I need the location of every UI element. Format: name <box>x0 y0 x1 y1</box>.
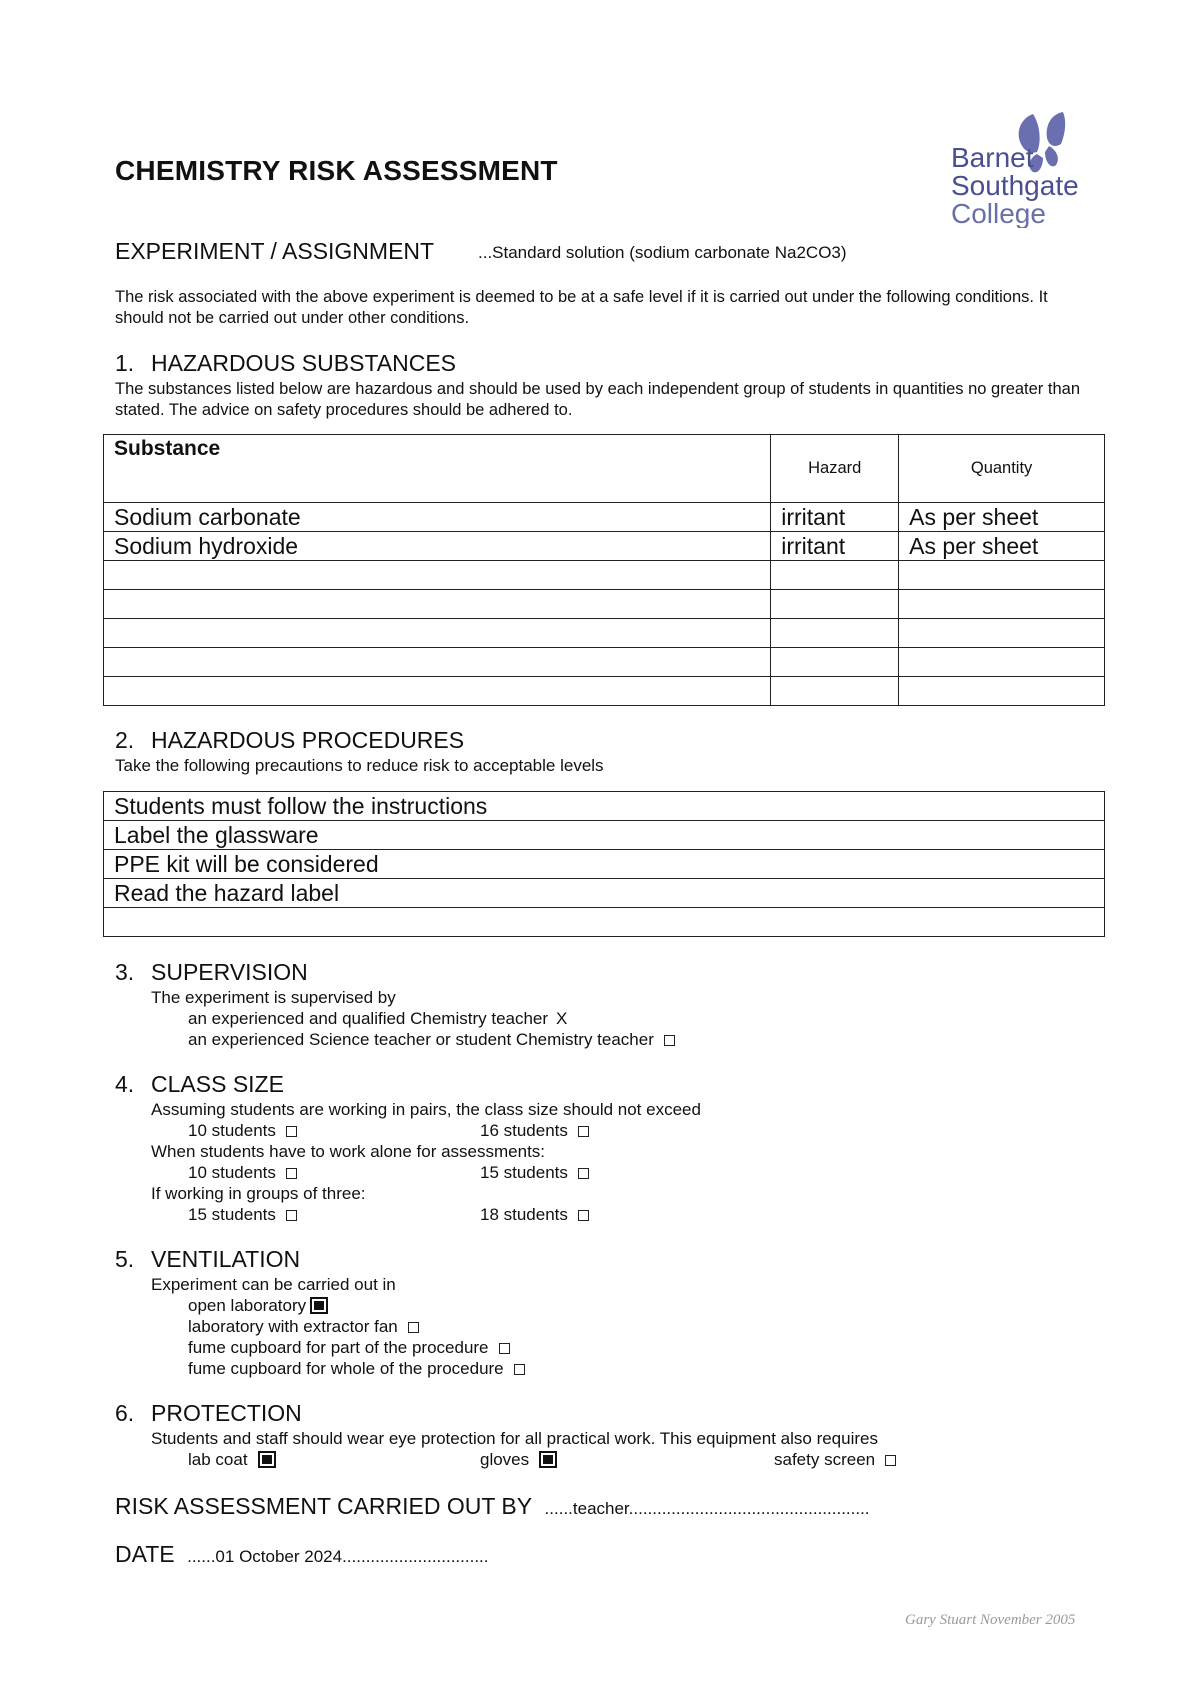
ventilation-option-4-label: fume cupboard for whole of the procedure <box>188 1359 504 1378</box>
section-5-number: 5. <box>115 1246 135 1272</box>
alone-option-b-checkbox[interactable] <box>578 1168 589 1179</box>
section-1-description: The substances listed below are hazardous and should be used by each independent group of students in quantities no greater than stated. The advice on safety procedures should be adhered to. <box>115 380 1081 419</box>
substance-cell <box>104 648 771 677</box>
hazard-cell: irritant <box>771 532 899 561</box>
substance-cell: Sodium hydroxide <box>104 532 771 561</box>
logo-line-3: College <box>951 198 1046 228</box>
section-1-heading <box>115 350 456 377</box>
supervision-option-1-mark: X <box>556 1009 568 1028</box>
hazard-cell <box>771 561 899 590</box>
ventilation-option-4-checkbox[interactable] <box>514 1364 525 1375</box>
section-5-title: VENTILATION <box>151 1246 301 1272</box>
page-title: CHEMISTRY RISK ASSESSMENT <box>115 155 558 186</box>
section-1-number: 1. <box>115 350 135 376</box>
substance-cell <box>104 619 771 648</box>
alone-intro: When students have to work alone for assessments: <box>151 1142 546 1161</box>
pairs-option-b-checkbox[interactable] <box>578 1126 589 1137</box>
section-6-heading <box>115 1400 302 1427</box>
three-option-b <box>480 1205 589 1225</box>
assessor-label: RISK ASSESSMENT CARRIED OUT BY <box>115 1493 533 1519</box>
substance-cell <box>104 590 771 619</box>
procedure-cell <box>104 908 1105 937</box>
supervision-option-1 <box>188 1009 567 1029</box>
quantity-cell: As per sheet <box>899 532 1105 561</box>
hazard-cell <box>771 648 899 677</box>
table-row <box>104 908 1105 937</box>
section-2-title: HAZARDOUS PROCEDURES <box>151 727 465 753</box>
alone-option-b <box>480 1163 589 1183</box>
table-row <box>104 590 1105 619</box>
supervision-option-2-checkbox[interactable] <box>664 1035 675 1046</box>
table-row <box>104 532 1105 561</box>
alone-option-a-label: 10 students <box>188 1163 276 1182</box>
table-row <box>104 619 1105 648</box>
table-row <box>104 821 1105 850</box>
section-3-heading <box>115 959 308 986</box>
hazard-cell: irritant <box>771 503 899 532</box>
section-5-heading <box>115 1246 300 1273</box>
hazard-cell <box>771 590 899 619</box>
ventilation-option-2-label: laboratory with extractor fan <box>188 1317 398 1336</box>
protection-intro: Students and staff should wear eye protection for all practical work. This equipment also requires <box>151 1429 878 1448</box>
protection-option-2-label: gloves <box>480 1450 530 1469</box>
date-value[interactable]: ......01 October 2024............................... <box>187 1547 489 1566</box>
hazard-column-header: Hazard <box>771 435 899 503</box>
ventilation-option-3 <box>188 1338 510 1358</box>
quantity-cell <box>899 648 1105 677</box>
supervision-option-2 <box>188 1030 675 1050</box>
assessor-line <box>115 1493 870 1520</box>
protection-option-2-checkbox[interactable] <box>539 1451 557 1468</box>
quantity-cell <box>899 561 1105 590</box>
protection-option-2 <box>480 1450 557 1470</box>
pairs-option-b-label: 16 students <box>480 1121 568 1140</box>
protection-option-3-label: safety screen <box>774 1450 876 1469</box>
logo-line-1: Barnet <box>951 142 1034 173</box>
three-option-a-label: 15 students <box>188 1205 276 1224</box>
ventilation-option-3-checkbox[interactable] <box>499 1343 510 1354</box>
ventilation-option-2 <box>188 1317 419 1337</box>
three-option-b-checkbox[interactable] <box>578 1210 589 1221</box>
butterfly-logo-icon <box>945 110 1095 228</box>
table-row <box>104 879 1105 908</box>
table-row <box>104 561 1105 590</box>
section-4-heading <box>115 1071 284 1098</box>
college-logo <box>945 110 1095 228</box>
procedures-table <box>103 791 1105 937</box>
protection-option-1-label: lab coat <box>188 1450 248 1469</box>
pairs-option-b <box>480 1121 589 1141</box>
ventilation-option-1-label: open laboratory <box>188 1296 307 1315</box>
assessor-value[interactable]: ......teacher................................................... <box>544 1499 870 1518</box>
section-3-number: 3. <box>115 959 135 985</box>
pairs-option-a <box>188 1121 297 1141</box>
substances-table <box>103 434 1105 706</box>
procedure-cell: PPE kit will be considered <box>104 850 1105 879</box>
protection-option-1 <box>188 1450 276 1470</box>
quantity-cell <box>899 619 1105 648</box>
three-option-a-checkbox[interactable] <box>286 1210 297 1221</box>
table-row <box>104 677 1105 706</box>
experiment-value: ...Standard solution (sodium carbonate Na2CO3) <box>478 243 847 262</box>
table-row <box>104 792 1105 821</box>
pairs-intro: Assuming students are working in pairs, the class size should not exceed <box>151 1100 701 1119</box>
substances-header-row <box>104 435 1105 503</box>
section-6-title: PROTECTION <box>151 1400 302 1426</box>
protection-option-3 <box>774 1450 896 1470</box>
hazard-cell <box>771 619 899 648</box>
section-4-number: 4. <box>115 1071 135 1097</box>
protection-option-3-checkbox[interactable] <box>885 1455 896 1466</box>
alone-option-a <box>188 1163 297 1183</box>
section-3-title: SUPERVISION <box>151 959 308 985</box>
three-option-a <box>188 1205 297 1225</box>
hazard-cell <box>771 677 899 706</box>
quantity-cell: As per sheet <box>899 503 1105 532</box>
ventilation-option-1-checkbox[interactable] <box>310 1297 328 1314</box>
section-2-number: 2. <box>115 727 135 753</box>
intro-paragraph: The risk associated with the above experiment is deemed to be at a safe level if it is carried out under the following conditions. It should not be carried out under other conditions. <box>115 288 1048 327</box>
substance-cell <box>104 561 771 590</box>
experiment-label: EXPERIMENT / ASSIGNMENT <box>115 238 435 264</box>
section-6-number: 6. <box>115 1400 135 1426</box>
groups-of-three-intro: If working in groups of three: <box>151 1184 366 1203</box>
procedure-cell: Students must follow the instructions <box>104 792 1105 821</box>
pairs-option-a-checkbox[interactable] <box>286 1126 297 1137</box>
alone-option-b-label: 15 students <box>480 1163 568 1182</box>
substance-column-header: Substance <box>104 435 771 503</box>
procedure-cell: Read the hazard label <box>104 879 1105 908</box>
table-row <box>104 648 1105 677</box>
table-row <box>104 503 1105 532</box>
date-label: DATE <box>115 1541 175 1567</box>
date-line <box>115 1541 489 1568</box>
ventilation-option-1 <box>188 1296 328 1316</box>
procedure-cell: Label the glassware <box>104 821 1105 850</box>
pairs-option-a-label: 10 students <box>188 1121 276 1140</box>
three-option-b-label: 18 students <box>480 1205 568 1224</box>
supervision-intro: The experiment is supervised by <box>151 988 396 1007</box>
section-2-heading <box>115 727 464 754</box>
substance-cell: Sodium carbonate <box>104 503 771 532</box>
ventilation-option-2-checkbox[interactable] <box>408 1322 419 1333</box>
table-row <box>104 850 1105 879</box>
ventilation-option-3-label: fume cupboard for part of the procedure <box>188 1338 489 1357</box>
section-2-description: Take the following precautions to reduce risk to acceptable levels <box>115 756 604 775</box>
quantity-column-header: Quantity <box>899 435 1105 503</box>
ventilation-option-4 <box>188 1359 525 1379</box>
protection-option-1-checkbox[interactable] <box>258 1451 276 1468</box>
section-4-title: CLASS SIZE <box>151 1071 284 1097</box>
alone-option-a-checkbox[interactable] <box>286 1168 297 1179</box>
quantity-cell <box>899 590 1105 619</box>
quantity-cell <box>899 677 1105 706</box>
substance-cell <box>104 677 771 706</box>
ventilation-intro: Experiment can be carried out in <box>151 1275 396 1294</box>
supervision-option-1-label: an experienced and qualified Chemistry teacher <box>188 1009 549 1028</box>
logo-line-2: Southgate <box>951 170 1079 201</box>
section-1-title: HAZARDOUS SUBSTANCES <box>151 350 457 376</box>
footer-author-note: Gary Stuart November 2005 <box>905 1612 1076 1628</box>
supervision-option-2-label: an experienced Science teacher or student Chemistry teacher <box>188 1030 654 1049</box>
